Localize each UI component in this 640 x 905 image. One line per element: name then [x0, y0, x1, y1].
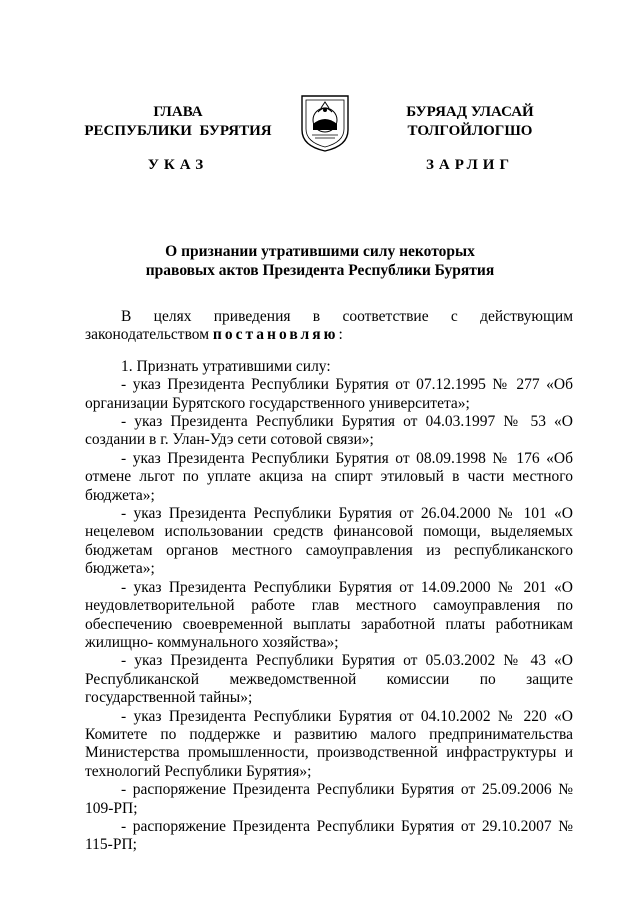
header-left-line1: ГЛАВА [153, 104, 203, 120]
coat-of-arms-emblem [300, 90, 350, 152]
header-left-line2: РЕСПУБЛИКИ БУРЯТИЯ [84, 123, 272, 139]
item-paragraph: 1. Признать утратившими силу: [121, 357, 331, 375]
item-paragraph: - указ Президента Республики Бурятия от 04.10.2002 № 220 «О Комитете по поддержке и развитию малого предпринимательства Министерства промышленности, производственной инфраструктуры и технологий Республики Бурятия»; [85, 707, 573, 780]
header-left [78, 103, 278, 141]
item-paragraph: - указ Президента Республики Бурятия от 04.03.1997 № 53 «О создании в г. Улан-Удэ сети сотовой связи»; [85, 413, 573, 449]
title-line-1: О признании утратившими силу некоторых [165, 243, 475, 260]
item-paragraph: - указ Президента Республики Бурятия от 26.04.2000 № 101 «О нецелевом использовании средств финансовой помощи, выделяемых бюджетам органов местного самоуправления из республиканского бюджета»; [85, 505, 573, 578]
intro-text: В целях приведения в соответствие с действующим законодательством [85, 308, 573, 344]
doc-type-left: УКАЗ [147, 157, 209, 173]
item-paragraph: - распоряжение Президента Республики Бурятия от 25.09.2006 № 109-РП; [85, 781, 573, 817]
header-right-line1: БУРЯАД УЛАСАЙ [406, 104, 534, 120]
item-paragraph: - указ Президента Республики Бурятия от 08.09.1998 № 176 «Об отмене льгот по уплате акциза на спирт этиловый в части местного бюджета»; [85, 449, 573, 504]
item-paragraph: - распоряжение Президента Республики Бурятия от 29.10.2007 № 115-РП; [85, 817, 573, 854]
header-right [370, 103, 570, 141]
intro-end: : [338, 326, 343, 344]
header-right-line2: ТОЛГОЙЛОГШО [407, 123, 533, 139]
doc-type-right: ЗАРЛИГ [425, 157, 515, 173]
intro-paragraph [85, 308, 573, 345]
intro-keyword: постановляю [212, 326, 339, 344]
item-paragraph: - указ Президента Республики Бурятия от 05.03.2002 № 43 «О Республиканской межведомственной комиссии по защите государственной тайны»; [85, 652, 573, 707]
item-paragraph: - указ Президента Республики Бурятия от 07.12.1995 № 277 «Об организации Бурятского государственного университета»; [85, 376, 573, 412]
document-title [60, 242, 580, 280]
title-line-2: правовых актов Президента Республики Бурятия [145, 262, 495, 279]
document-body [85, 308, 573, 855]
item-paragraph: - указ Президента Республики Бурятия от 14.09.2000 № 201 «О неудовлетворительной работе глав местного самоуправления по обеспечению своевременной выплаты заработной платы работникам жилищно- коммунального хозяйства»; [85, 578, 573, 651]
